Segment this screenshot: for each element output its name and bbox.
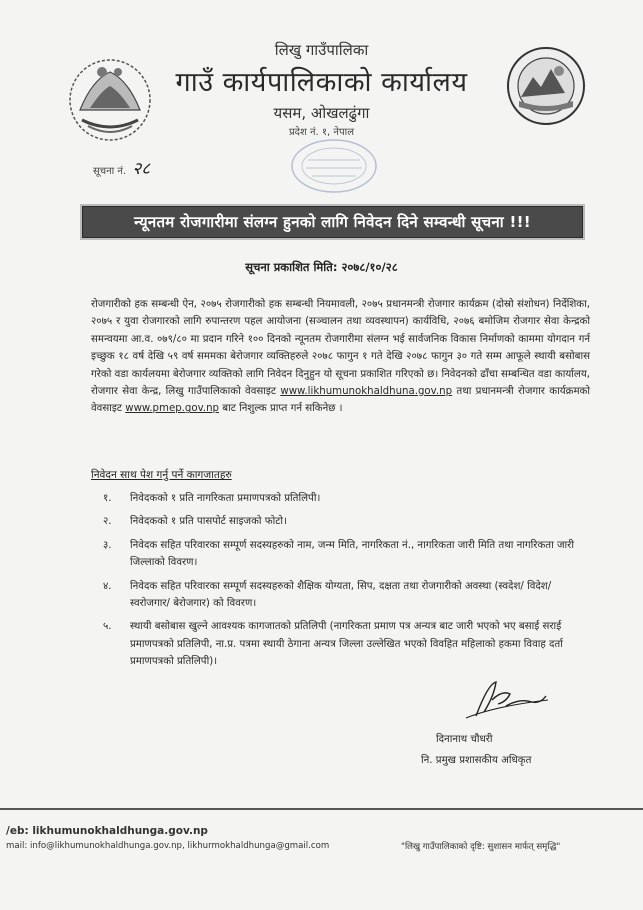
notice-number [93,156,150,179]
notice-number-value: २८ [132,159,151,179]
list-item-number: २. [103,516,112,528]
list-item [103,513,588,530]
province-label: प्रदेश नं. १, नेपाल [288,127,355,138]
list-item-text: स्थायी बसोबास खुल्ने आवश्यक कागजातको प्रतिलिपी (नागरिकता प्रमाण पत्र अन्यत्र बाट जारी भएको भए बसाई सराई प्रमाणपत्रको प्रतिलिपी, ना.प्र. पत्रमा स्थायी ठेगाना अन्यत्र जिल्ला उल्लेखित भएको विवहित महिलाको हकमा विवाह दर्ता प्रमाणपत्रको प्रतिलिपी)। [130,621,563,668]
office-stamp-icon [288,136,380,196]
list-item-number: १. [103,493,112,504]
signatory-title: नि. प्रमुख प्रशासकीय अधिकृत [421,755,532,766]
footer-email: mail: info@likhumunokhaldhunga.gov.np, likhurmokhaldhunga@gmail.com [6,841,330,851]
footer-slogan: "लिखु गाउँपालिकाको दृष्टि: सुशासन मार्फत् समृद्धि" [401,842,561,852]
office-name: गाउँ कार्यपालिकाको कार्यालय [175,67,468,98]
office-location: यसम, ओखलढुंगा [273,104,370,122]
documents-list [103,490,588,677]
list-item-text: निवेदक सहित परिवारका सम्पूर्ण सदस्यहरुको नाम, जन्म मिति, नागरिकता नं., नागरिकता जारी मिति तथा नागरिकता जारी जिल्लाको विवरण। [130,539,574,569]
list-item-text: निवेदक सहित परिवारका सम्पूर्ण सदस्यहरुको शैक्षिक योग्यता, सिप, दक्षता तथा रोजगारीको अवस्था (स्वदेश/ विदेश/ स्वरोजगार/ बेरोजगार) को विवरण। [130,580,552,610]
list-item-text: निवेदकको १ प्रति नागरिकता प्रमाणपत्रको प्रतिलिपी। [130,493,321,504]
body-text-after: बाट निशुल्क प्राप्त गर्न सकिनेछ । [222,403,343,415]
publish-date: सूचना प्रकाशित मिति: २०७८/१०/२८ [245,260,398,274]
notice-title-banner [82,206,583,238]
list-item-number: ५. [103,621,112,633]
municipality-name: लिखु गाउँपालिका [274,41,369,59]
municipality-website-link[interactable]: www.likhumunokhaldhuna.gov.np [280,386,453,398]
list-item [103,490,588,507]
notice-title: न्यूनतम रोजगारीमा संलग्न हुनको लागि निवेदन दिने सम्वन्धी सूचना !!! [134,213,531,231]
list-item [103,537,588,572]
list-item-number: ४. [103,580,112,592]
notice-body [91,296,590,418]
body-text-middle: तथा प्रधानमन्त्री रोजगार कार्यक्रमको वेवसाइट [91,386,590,415]
signatory-name: दिनानाथ चौधरी [436,734,493,745]
signature-icon [436,676,556,724]
documents-heading: निवेदन साथ पेश गर्नु पर्ने कागजातहरु [91,469,232,481]
list-item [103,618,588,670]
body-text-before: रोजगारीको हक सम्बन्धी ऐन, २०७५ रोजगारीको हक सम्बन्धी नियमावली, २०७५ प्रधानमन्त्री रोजगार कार्यक्रम (दोस्रो संशोधन) निर्देशिका, २०७५ र युवा रोजगारको लागि रुपान्तरण पहल आयोजना (सञ्चालन तथा व्यवस्थापन) कार्यविधि, २०७६ बमोजिम रोजगार सेवा केन्द्रको समन्वयमा आ.व. ०७९/८० मा प्रदान गरिने १०० दिनको न्यूनतम रोजगारीमा संलग्न भई सार्वजनिक विकास निर्माणको काममा योगदान गर्न इच्छुक १८ वर्ष देखि ५९ वर्ष सममका बेरोजगार व्यक्तिहरुले २०७८ फागुन १ गते देखि २०७८ फागुन ३० गते सम्म आफूले स्थायी बसोबास गरेको वडा कार्यलयमा बेरोजगार व्यक्तिको लागि निवेदन दिनुहुन यो सूचना प्रकाशित गरिएको छ। निवेदनको ढाँचा सम्बन्धित वडा कार्यालय, रोजगार सेवा केन्द्र, लिखु गाउँपालिकाको वेवसाइट [91,299,590,398]
list-item-text: निवेदकको १ प्रति पासपोर्ट साइजको फोटो। [130,516,287,528]
pmep-website-link[interactable]: www.pmep.gov.np [125,403,220,415]
list-item-number: ३. [103,539,112,551]
footer-website: /eb: likhumunokhaldhunga.gov.np [6,825,208,837]
list-item [103,578,588,613]
notice-number-label: सूचना नं. [93,166,127,177]
footer-divider [0,808,643,810]
